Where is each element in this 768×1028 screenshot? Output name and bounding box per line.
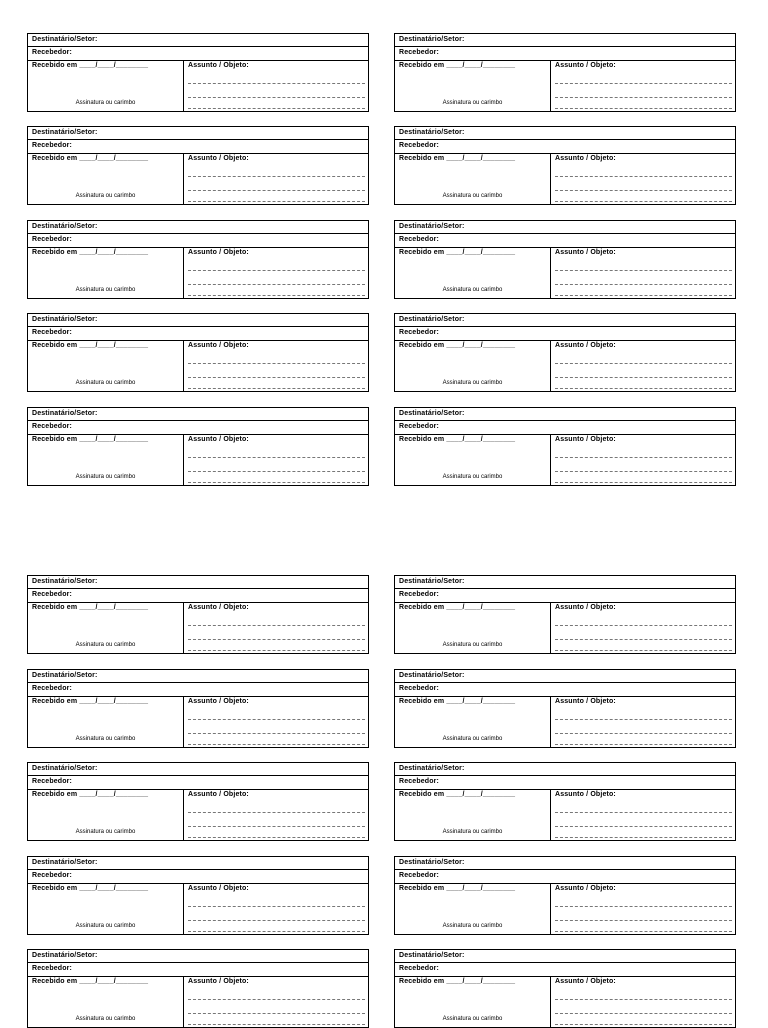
dashed-line xyxy=(555,482,732,483)
recebedor-label: Recebedor: xyxy=(32,423,73,430)
divider xyxy=(28,434,368,435)
column-divider xyxy=(183,61,184,111)
divider xyxy=(28,233,368,234)
divider xyxy=(395,326,735,327)
column-divider xyxy=(550,435,551,485)
recebido-em-label: Recebido em ____/____/________ xyxy=(32,436,149,443)
dashed-line xyxy=(188,744,365,745)
dashed-line xyxy=(188,812,365,813)
dashed-line xyxy=(555,837,732,838)
recebedor-label: Recebedor: xyxy=(399,329,440,336)
divider xyxy=(395,247,735,248)
dashed-line xyxy=(188,931,365,932)
receipt-slip xyxy=(394,762,736,841)
assunto-objeto-label: Assunto / Objeto: xyxy=(188,885,249,892)
dashed-line xyxy=(555,457,732,458)
assunto-objeto-label: Assunto / Objeto: xyxy=(555,698,616,705)
divider xyxy=(28,682,368,683)
divider xyxy=(395,775,735,776)
divider xyxy=(28,976,368,977)
dashed-line xyxy=(188,457,365,458)
recebedor-label: Recebedor: xyxy=(399,423,440,430)
column-divider xyxy=(550,977,551,1027)
divider xyxy=(395,682,735,683)
dashed-line xyxy=(555,284,732,285)
assinatura-label: Assinatura ou carimbo xyxy=(75,1016,136,1022)
dashed-line xyxy=(555,906,732,907)
column-divider xyxy=(183,248,184,298)
recebido-em-label: Recebido em ____/____/________ xyxy=(32,978,149,985)
divider xyxy=(395,883,735,884)
assunto-objeto-label: Assunto / Objeto: xyxy=(555,62,616,69)
divider xyxy=(395,139,735,140)
recebido-em-label: Recebido em ____/____/________ xyxy=(399,978,516,985)
dashed-line xyxy=(555,108,732,109)
divider xyxy=(28,153,368,154)
destinatario-label: Destinatário/Setor: xyxy=(32,578,98,585)
divider xyxy=(28,962,368,963)
receipt-slip xyxy=(27,949,369,1028)
assinatura-label: Assinatura ou carimbo xyxy=(75,193,136,199)
divider xyxy=(395,46,735,47)
dashed-line xyxy=(555,270,732,271)
dashed-line xyxy=(555,639,732,640)
recebedor-label: Recebedor: xyxy=(32,685,73,692)
divider xyxy=(28,789,368,790)
dashed-line xyxy=(555,190,732,191)
recebido-em-label: Recebido em ____/____/________ xyxy=(399,885,516,892)
dashed-line xyxy=(555,719,732,720)
destinatario-label: Destinatário/Setor: xyxy=(32,316,98,323)
recebedor-label: Recebedor: xyxy=(399,591,440,598)
dashed-line xyxy=(188,906,365,907)
recebedor-label: Recebedor: xyxy=(399,142,440,149)
receipt-slip xyxy=(27,313,369,392)
assinatura-label: Assinatura ou carimbo xyxy=(75,642,136,648)
dashed-line xyxy=(188,1024,365,1025)
recebedor-label: Recebedor: xyxy=(32,591,73,598)
assunto-objeto-label: Assunto / Objeto: xyxy=(555,155,616,162)
recebedor-label: Recebedor: xyxy=(32,142,73,149)
recebedor-label: Recebedor: xyxy=(32,778,73,785)
destinatario-label: Destinatário/Setor: xyxy=(399,223,465,230)
divider xyxy=(395,233,735,234)
receipt-slip xyxy=(394,856,736,935)
receipt-slip xyxy=(27,762,369,841)
receipt-slip xyxy=(27,220,369,299)
column-divider xyxy=(183,697,184,747)
receipt-slip xyxy=(394,407,736,486)
dashed-line xyxy=(188,83,365,84)
dashed-line xyxy=(188,837,365,838)
dashed-line xyxy=(555,377,732,378)
assunto-objeto-label: Assunto / Objeto: xyxy=(188,62,249,69)
dashed-line xyxy=(555,471,732,472)
recebedor-label: Recebedor: xyxy=(399,685,440,692)
dashed-line xyxy=(188,920,365,921)
assinatura-label: Assinatura ou carimbo xyxy=(442,1016,503,1022)
dashed-line xyxy=(555,201,732,202)
dashed-line xyxy=(188,201,365,202)
assinatura-label: Assinatura ou carimbo xyxy=(442,642,503,648)
destinatario-label: Destinatário/Setor: xyxy=(399,129,465,136)
destinatario-label: Destinatário/Setor: xyxy=(32,672,98,679)
recebido-em-label: Recebido em ____/____/________ xyxy=(399,249,516,256)
column-divider xyxy=(183,341,184,391)
divider xyxy=(28,869,368,870)
assinatura-label: Assinatura ou carimbo xyxy=(75,287,136,293)
divider xyxy=(28,139,368,140)
recebido-em-label: Recebido em ____/____/________ xyxy=(32,885,149,892)
recebedor-label: Recebedor: xyxy=(32,236,73,243)
assinatura-label: Assinatura ou carimbo xyxy=(442,287,503,293)
receipt-slip xyxy=(394,313,736,392)
dashed-line xyxy=(188,190,365,191)
destinatario-label: Destinatário/Setor: xyxy=(399,36,465,43)
column-divider xyxy=(183,884,184,934)
assinatura-label: Assinatura ou carimbo xyxy=(75,380,136,386)
destinatario-label: Destinatário/Setor: xyxy=(32,36,98,43)
recebedor-label: Recebedor: xyxy=(32,872,73,879)
assunto-objeto-label: Assunto / Objeto: xyxy=(555,604,616,611)
receipt-slip xyxy=(27,126,369,205)
assunto-objeto-label: Assunto / Objeto: xyxy=(188,436,249,443)
divider xyxy=(395,602,735,603)
receipt-slip xyxy=(394,949,736,1028)
receipt-slip xyxy=(394,220,736,299)
dashed-line xyxy=(555,733,732,734)
recebido-em-label: Recebido em ____/____/________ xyxy=(32,155,149,162)
divider xyxy=(28,588,368,589)
dashed-line xyxy=(555,744,732,745)
column-divider xyxy=(550,154,551,204)
receipt-slip xyxy=(27,407,369,486)
column-divider xyxy=(550,603,551,653)
recebedor-label: Recebedor: xyxy=(32,965,73,972)
column-divider xyxy=(550,790,551,840)
dashed-line xyxy=(188,97,365,98)
recebido-em-label: Recebido em ____/____/________ xyxy=(32,342,149,349)
recebedor-label: Recebedor: xyxy=(399,872,440,879)
assunto-objeto-label: Assunto / Objeto: xyxy=(188,249,249,256)
divider xyxy=(395,976,735,977)
assinatura-label: Assinatura ou carimbo xyxy=(442,380,503,386)
destinatario-label: Destinatário/Setor: xyxy=(399,765,465,772)
recebedor-label: Recebedor: xyxy=(399,49,440,56)
destinatario-label: Destinatário/Setor: xyxy=(32,223,98,230)
recebido-em-label: Recebido em ____/____/________ xyxy=(32,604,149,611)
dashed-line xyxy=(188,284,365,285)
assinatura-label: Assinatura ou carimbo xyxy=(75,829,136,835)
divider xyxy=(395,869,735,870)
destinatario-label: Destinatário/Setor: xyxy=(399,952,465,959)
divider xyxy=(395,340,735,341)
assinatura-label: Assinatura ou carimbo xyxy=(75,736,136,742)
receipt-slip xyxy=(27,33,369,112)
recebido-em-label: Recebido em ____/____/________ xyxy=(32,791,149,798)
dashed-line xyxy=(188,999,365,1000)
divider xyxy=(395,962,735,963)
dashed-line xyxy=(188,108,365,109)
recebedor-label: Recebedor: xyxy=(32,329,73,336)
assinatura-label: Assinatura ou carimbo xyxy=(442,829,503,835)
dashed-line xyxy=(188,270,365,271)
recebedor-label: Recebedor: xyxy=(399,236,440,243)
assinatura-label: Assinatura ou carimbo xyxy=(75,474,136,480)
destinatario-label: Destinatário/Setor: xyxy=(32,410,98,417)
receipt-slip xyxy=(394,669,736,748)
dashed-line xyxy=(188,363,365,364)
assunto-objeto-label: Assunto / Objeto: xyxy=(188,791,249,798)
receipt-slip xyxy=(394,126,736,205)
assunto-objeto-label: Assunto / Objeto: xyxy=(555,978,616,985)
dashed-line xyxy=(555,388,732,389)
dashed-line xyxy=(555,999,732,1000)
receipt-slip xyxy=(27,575,369,654)
dashed-line xyxy=(555,812,732,813)
divider xyxy=(28,696,368,697)
dashed-line xyxy=(555,97,732,98)
dashed-line xyxy=(188,639,365,640)
dashed-line xyxy=(555,295,732,296)
receipt-slip xyxy=(27,856,369,935)
destinatario-label: Destinatário/Setor: xyxy=(399,859,465,866)
assinatura-label: Assinatura ou carimbo xyxy=(75,100,136,106)
destinatario-label: Destinatário/Setor: xyxy=(399,578,465,585)
assinatura-label: Assinatura ou carimbo xyxy=(442,100,503,106)
dashed-line xyxy=(188,650,365,651)
destinatario-label: Destinatário/Setor: xyxy=(32,129,98,136)
dashed-line xyxy=(555,83,732,84)
destinatario-label: Destinatário/Setor: xyxy=(399,316,465,323)
dashed-line xyxy=(188,377,365,378)
recebido-em-label: Recebido em ____/____/________ xyxy=(399,62,516,69)
divider xyxy=(28,46,368,47)
destinatario-label: Destinatário/Setor: xyxy=(32,952,98,959)
assunto-objeto-label: Assunto / Objeto: xyxy=(188,604,249,611)
assunto-objeto-label: Assunto / Objeto: xyxy=(555,791,616,798)
recebido-em-label: Recebido em ____/____/________ xyxy=(399,791,516,798)
recebido-em-label: Recebido em ____/____/________ xyxy=(399,155,516,162)
assinatura-label: Assinatura ou carimbo xyxy=(442,736,503,742)
recebido-em-label: Recebido em ____/____/________ xyxy=(399,436,516,443)
assunto-objeto-label: Assunto / Objeto: xyxy=(555,885,616,892)
divider xyxy=(28,420,368,421)
recebedor-label: Recebedor: xyxy=(32,49,73,56)
assunto-objeto-label: Assunto / Objeto: xyxy=(188,342,249,349)
column-divider xyxy=(183,790,184,840)
assinatura-label: Assinatura ou carimbo xyxy=(442,923,503,929)
dashed-line xyxy=(188,471,365,472)
dashed-line xyxy=(555,650,732,651)
column-divider xyxy=(550,61,551,111)
receipt-slip xyxy=(394,33,736,112)
dashed-line xyxy=(188,719,365,720)
divider xyxy=(395,696,735,697)
column-divider xyxy=(550,884,551,934)
dashed-line xyxy=(555,625,732,626)
recebido-em-label: Recebido em ____/____/________ xyxy=(399,698,516,705)
destinatario-label: Destinatário/Setor: xyxy=(399,410,465,417)
assunto-objeto-label: Assunto / Objeto: xyxy=(555,436,616,443)
recebido-em-label: Recebido em ____/____/________ xyxy=(32,698,149,705)
divider xyxy=(395,60,735,61)
dashed-line xyxy=(188,388,365,389)
assunto-objeto-label: Assunto / Objeto: xyxy=(555,249,616,256)
column-divider xyxy=(550,341,551,391)
dashed-line xyxy=(555,363,732,364)
dashed-line xyxy=(188,176,365,177)
divider xyxy=(28,247,368,248)
recebido-em-label: Recebido em ____/____/________ xyxy=(399,342,516,349)
recebido-em-label: Recebido em ____/____/________ xyxy=(399,604,516,611)
destinatario-label: Destinatário/Setor: xyxy=(32,765,98,772)
divider xyxy=(28,60,368,61)
divider xyxy=(28,326,368,327)
dashed-line xyxy=(555,1013,732,1014)
divider xyxy=(395,153,735,154)
dashed-line xyxy=(188,826,365,827)
recebido-em-label: Recebido em ____/____/________ xyxy=(32,249,149,256)
assunto-objeto-label: Assunto / Objeto: xyxy=(188,978,249,985)
column-divider xyxy=(550,248,551,298)
assinatura-label: Assinatura ou carimbo xyxy=(75,923,136,929)
divider xyxy=(395,434,735,435)
column-divider xyxy=(183,435,184,485)
assunto-objeto-label: Assunto / Objeto: xyxy=(188,698,249,705)
assunto-objeto-label: Assunto / Objeto: xyxy=(188,155,249,162)
divider xyxy=(395,588,735,589)
dashed-line xyxy=(188,295,365,296)
divider xyxy=(28,602,368,603)
destinatario-label: Destinatário/Setor: xyxy=(32,859,98,866)
assinatura-label: Assinatura ou carimbo xyxy=(442,193,503,199)
recebido-em-label: Recebido em ____/____/________ xyxy=(32,62,149,69)
destinatario-label: Destinatário/Setor: xyxy=(399,672,465,679)
dashed-line xyxy=(555,1024,732,1025)
assinatura-label: Assinatura ou carimbo xyxy=(442,474,503,480)
dashed-line xyxy=(555,920,732,921)
divider xyxy=(395,420,735,421)
column-divider xyxy=(550,697,551,747)
column-divider xyxy=(183,977,184,1027)
divider xyxy=(28,775,368,776)
recebedor-label: Recebedor: xyxy=(399,965,440,972)
dashed-line xyxy=(188,733,365,734)
dashed-line xyxy=(555,826,732,827)
dashed-line xyxy=(555,931,732,932)
dashed-line xyxy=(188,1013,365,1014)
receipt-slip xyxy=(27,669,369,748)
divider xyxy=(28,340,368,341)
dashed-line xyxy=(555,176,732,177)
recebedor-label: Recebedor: xyxy=(399,778,440,785)
dashed-line xyxy=(188,482,365,483)
divider xyxy=(28,883,368,884)
assunto-objeto-label: Assunto / Objeto: xyxy=(555,342,616,349)
column-divider xyxy=(183,154,184,204)
receipt-slip xyxy=(394,575,736,654)
dashed-line xyxy=(188,625,365,626)
divider xyxy=(395,789,735,790)
column-divider xyxy=(183,603,184,653)
